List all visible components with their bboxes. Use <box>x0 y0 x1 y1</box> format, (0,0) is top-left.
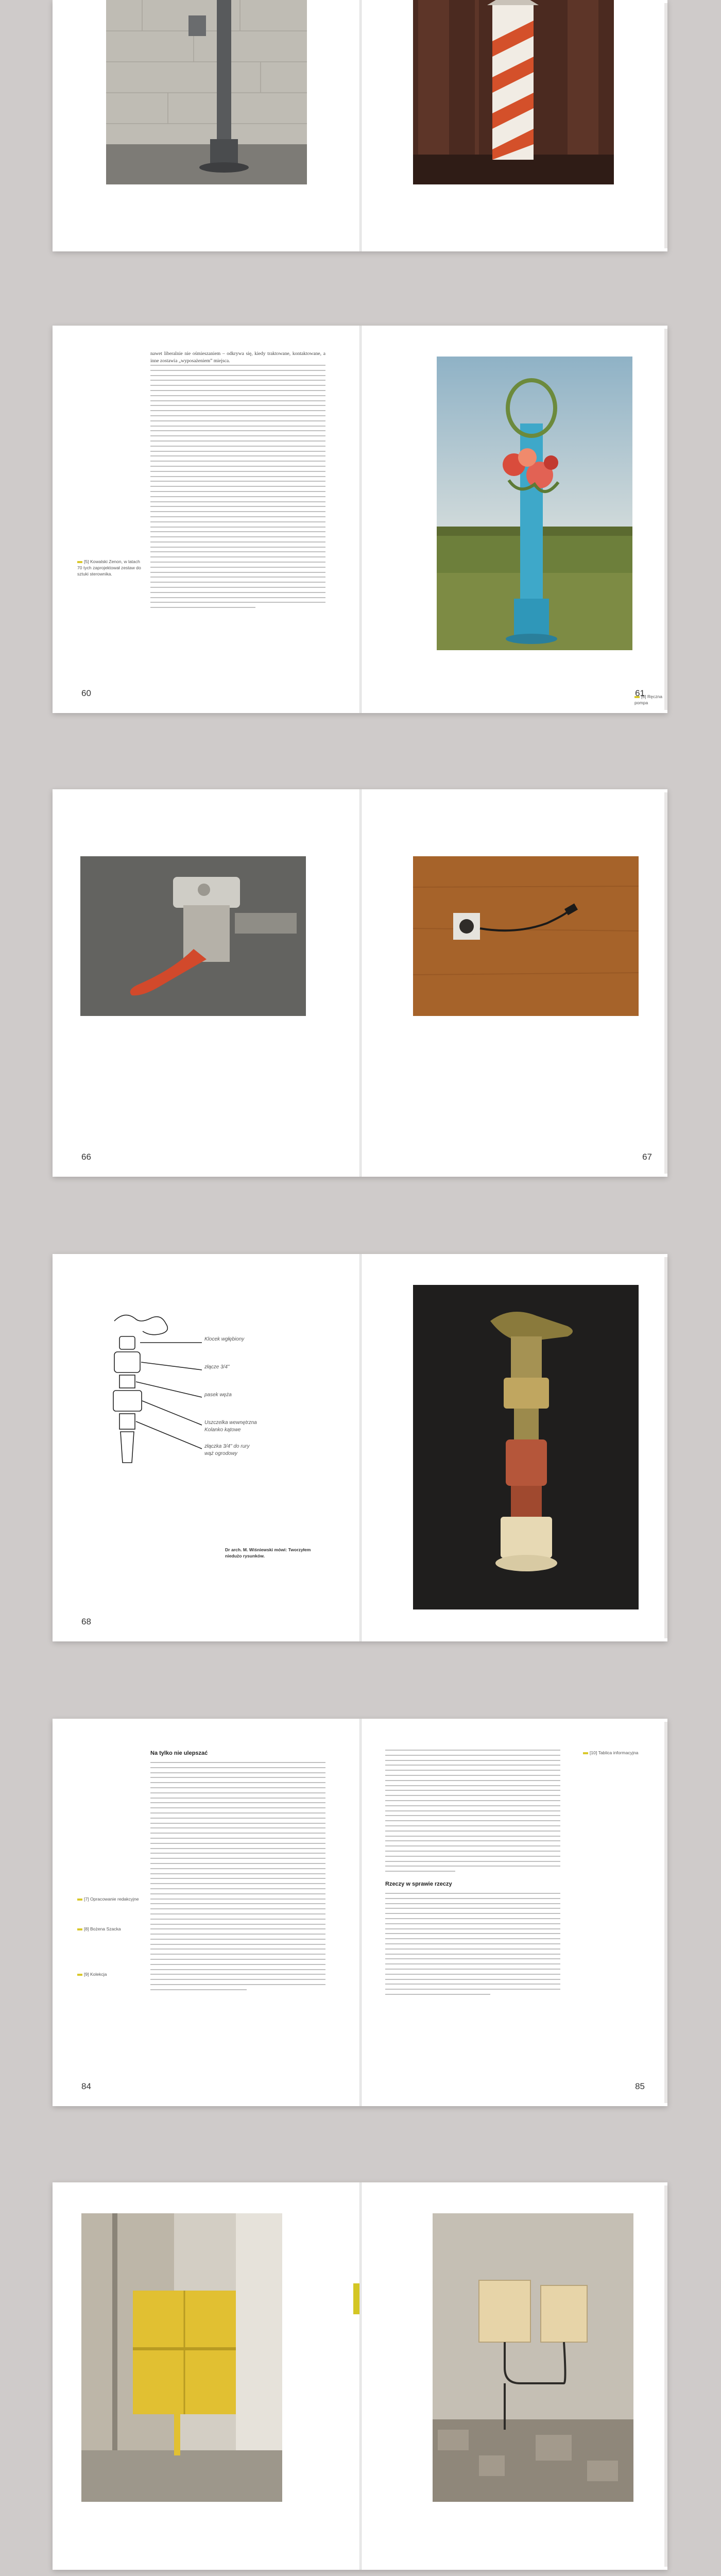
body-text-lines <box>150 365 325 612</box>
sketch-label-7: wąż ogrodowy <box>204 1451 237 1456</box>
page-number-right: 67 <box>642 1152 652 1162</box>
photo-red-pipe-valve <box>80 856 306 1016</box>
sketch-caption: Dr arch. M. Wiśniewski mówi: Tworzyłem niedużo rysunków. <box>225 1547 311 1558</box>
sketch-label-4: Uszczelka wewnętrzna <box>204 1420 257 1426</box>
caption-left-3 <box>77 1971 144 1977</box>
caption-right-1 <box>583 1750 640 1756</box>
photo-yellow-box <box>81 2213 282 2502</box>
page-number-left: 66 <box>81 1152 91 1162</box>
spread-6 <box>53 2182 667 2570</box>
body-text-left <box>150 1762 325 1994</box>
body-text-right-bottom <box>385 1893 560 1999</box>
caption-left <box>77 558 144 577</box>
sketch-label-6: złączka 3/4" do rury <box>204 1444 250 1449</box>
spread-5 <box>53 1719 667 2106</box>
photo-blue-hydrant <box>437 357 632 650</box>
spread-2 <box>53 326 667 713</box>
spread-3 <box>53 789 667 1177</box>
page-number-right: 85 <box>635 2081 645 2091</box>
section-heading-left: Na tylko nie ulepszać <box>150 1750 208 1756</box>
page-number-left: 84 <box>81 2081 91 2091</box>
photo-beige-boxes <box>433 2213 633 2502</box>
sketch-label-2: złącze 3/4" <box>204 1364 230 1370</box>
section-heading-right: Rzeczy w sprawie rzeczy <box>385 1881 452 1887</box>
photo-hydrant-wall <box>106 0 307 184</box>
caption-right-1-text: [10] Tablica informacyjna <box>590 1750 639 1755</box>
caption-left-2-text: [8] Bożena Szacka <box>84 1926 121 1931</box>
body-text-right-top <box>385 1750 560 1876</box>
sketch-sprinkler <box>99 1306 315 1486</box>
page-number-left: 68 <box>81 1617 91 1626</box>
spread-1 <box>53 0 667 251</box>
caption-right-text: [6] Ręczna pompa <box>634 694 663 705</box>
photo-wall-socket-cable <box>413 856 639 1016</box>
photo-striped-post <box>413 0 614 184</box>
sketch-label-3: pasek węża <box>204 1392 232 1398</box>
caption-left-text: [5] Kowalski Zenon, w latach 70 tych zaprojektował zestaw do sztuki sterownika. <box>77 559 141 577</box>
caption-left-1 <box>77 1896 144 1902</box>
body-text-intro: nawet liberalnie nie ośmieszaniem – odkrywa się, kiedy traktowane, kontaktowane, a inne zostawia „wyposażeniem” miejsca. <box>150 351 325 364</box>
sketch-label-1: Klocek wgłębiony <box>204 1336 245 1342</box>
photo-sprinkler-head <box>413 1285 639 1609</box>
caption-left-1-text: [7] Opracowanie redakcyjne <box>84 1896 139 1902</box>
page-number-left: 60 <box>81 688 91 698</box>
sketch-label-5: Kolanko kątowe <box>204 1427 241 1433</box>
page-number-right: 61 <box>635 688 645 698</box>
caption-left-2 <box>77 1926 144 1932</box>
bookmark-marker <box>353 2283 359 2314</box>
spread-4 <box>53 1254 667 1641</box>
caption-left-3-text: [9] Kolekcja <box>84 1972 107 1977</box>
